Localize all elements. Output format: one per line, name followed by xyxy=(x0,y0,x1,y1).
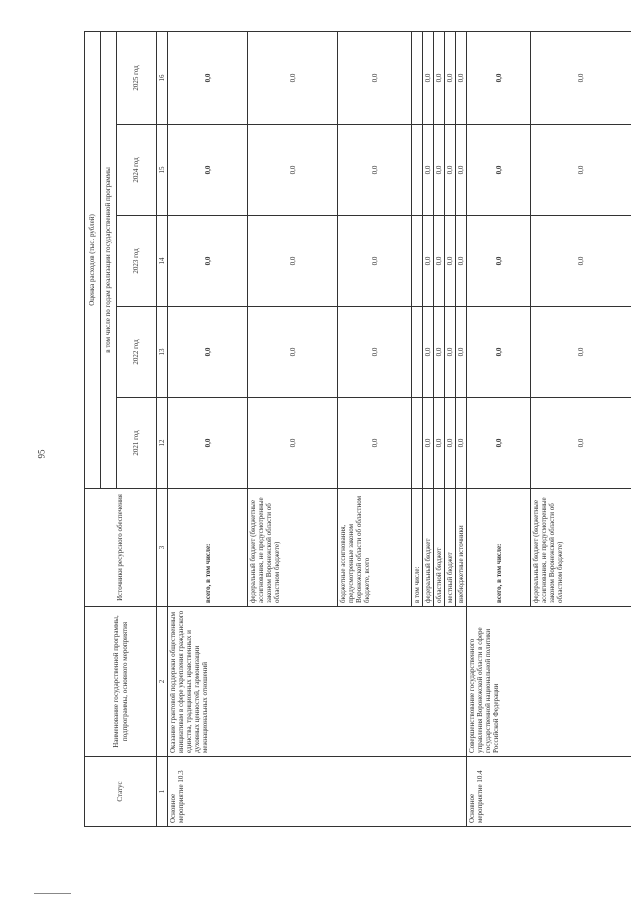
value-cell: 0,0 xyxy=(248,125,338,216)
value-cell: 0,0 xyxy=(445,31,456,124)
value-cell: 0,0 xyxy=(531,125,631,216)
value-cell: 0,0 xyxy=(445,125,456,216)
table-row xyxy=(168,31,248,826)
column-number: 12 xyxy=(157,398,168,489)
year-header: 2022 год xyxy=(117,307,157,398)
value-cell: 0,0 xyxy=(445,216,456,307)
source-cell: федеральный бюджет xyxy=(423,489,434,607)
column-number: 3 xyxy=(157,489,168,607)
value-cell: 0,0 xyxy=(434,307,445,398)
source-cell: бюджетные ассигнования, предусмотренные законом Воронежской области об областном бюджете, всего xyxy=(338,489,412,607)
value-cell: 0,0 xyxy=(531,216,631,307)
header-by-years: в том числе по годам реализации государственной программы xyxy=(101,31,117,488)
value-cell: 0,0 xyxy=(456,307,467,398)
header-estimate: Оценка расходов (тыс. рублей) xyxy=(85,31,101,488)
value-cell: 0,0 xyxy=(434,398,445,489)
source-cell: всего, в том числе: xyxy=(467,489,531,607)
value-cell xyxy=(412,125,423,216)
value-cell: 0,0 xyxy=(338,216,412,307)
column-number: 16 xyxy=(157,31,168,124)
value-cell: 0,0 xyxy=(531,398,631,489)
value-cell xyxy=(412,307,423,398)
value-cell: 0,0 xyxy=(423,31,434,124)
source-cell: федеральный бюджет (бюджетные ассигнования, не предусмотренные законом Воронежской области об областном бюджете) xyxy=(248,489,338,607)
column-number: 1 xyxy=(157,757,168,827)
value-cell: 0,0 xyxy=(467,398,531,489)
column-number: 13 xyxy=(157,307,168,398)
value-cell: 0,0 xyxy=(168,125,248,216)
table-row xyxy=(467,31,531,826)
value-cell: 0,0 xyxy=(434,125,445,216)
source-cell: областной бюджет xyxy=(434,489,445,607)
value-cell: 0,0 xyxy=(467,307,531,398)
source-cell: местный бюджет xyxy=(445,489,456,607)
value-cell: 0,0 xyxy=(423,125,434,216)
source-cell: внебюджетные источники xyxy=(456,489,467,607)
year-header: 2021 год xyxy=(117,398,157,489)
value-cell: 0,0 xyxy=(168,398,248,489)
status-cell: Основное мероприятие 10.3 xyxy=(168,757,467,827)
value-cell: 0,0 xyxy=(248,398,338,489)
value-cell xyxy=(412,216,423,307)
value-cell xyxy=(412,398,423,489)
year-header: 2023 год xyxy=(117,216,157,307)
value-cell: 0,0 xyxy=(168,307,248,398)
value-cell: 0,0 xyxy=(248,31,338,124)
value-cell: 0,0 xyxy=(423,307,434,398)
value-cell: 0,0 xyxy=(445,398,456,489)
value-cell: 0,0 xyxy=(467,31,531,124)
column-number: 14 xyxy=(157,216,168,307)
value-cell xyxy=(412,31,423,124)
source-cell: всего, в том числе: xyxy=(168,489,248,607)
value-cell: 0,0 xyxy=(456,125,467,216)
value-cell: 0,0 xyxy=(531,307,631,398)
column-number-row xyxy=(157,31,168,826)
value-cell: 0,0 xyxy=(467,125,531,216)
value-cell: 0,0 xyxy=(338,398,412,489)
status-cell: Основное мероприятие 10.4 xyxy=(467,757,631,827)
value-cell: 0,0 xyxy=(445,307,456,398)
value-cell: 0,0 xyxy=(423,216,434,307)
measure-name-cell: Совершенствование государственного управления Воронежской области в сфере государственной национальной политики Российской Федерации xyxy=(467,607,631,757)
value-cell: 0,0 xyxy=(338,31,412,124)
value-cell: 0,0 xyxy=(467,216,531,307)
value-cell: 0,0 xyxy=(456,31,467,124)
source-cell: федеральный бюджет (бюджетные ассигнования, не предусмотренные законом Воронежской области об областном бюджете) xyxy=(531,489,631,607)
budget-table xyxy=(84,31,631,827)
header-source: Источники ресурсного обеспечения xyxy=(85,489,157,607)
measure-name-cell: Оказание грантовой поддержки общественным инициативам в сфере укрепления гражданского единства, традиционных нравственных и духовных ценностей, гармонизации межнациональных отношений xyxy=(168,607,467,757)
source-cell: в том числе: xyxy=(412,489,423,607)
value-cell: 0,0 xyxy=(168,216,248,307)
value-cell: 0,0 xyxy=(456,216,467,307)
value-cell: 0,0 xyxy=(338,125,412,216)
year-header: 2024 год xyxy=(117,125,157,216)
page-number: 95 xyxy=(36,449,47,459)
value-cell: 0,0 xyxy=(456,398,467,489)
year-header: 2025 год xyxy=(117,31,157,124)
value-cell: 0,0 xyxy=(248,216,338,307)
header-name: Наименование государственной программы, подпрограммы, основного мероприятия xyxy=(85,607,157,757)
header-status: Статус xyxy=(85,757,157,827)
value-cell: 0,0 xyxy=(531,31,631,124)
value-cell: 0,0 xyxy=(338,307,412,398)
scan-artifact-line xyxy=(34,893,71,894)
value-cell: 0,0 xyxy=(434,216,445,307)
value-cell: 0,0 xyxy=(248,307,338,398)
value-cell: 0,0 xyxy=(423,398,434,489)
value-cell: 0,0 xyxy=(168,31,248,124)
column-number: 15 xyxy=(157,125,168,216)
value-cell: 0,0 xyxy=(434,31,445,124)
column-number: 2 xyxy=(157,607,168,757)
budget-table-rotated xyxy=(84,32,585,827)
